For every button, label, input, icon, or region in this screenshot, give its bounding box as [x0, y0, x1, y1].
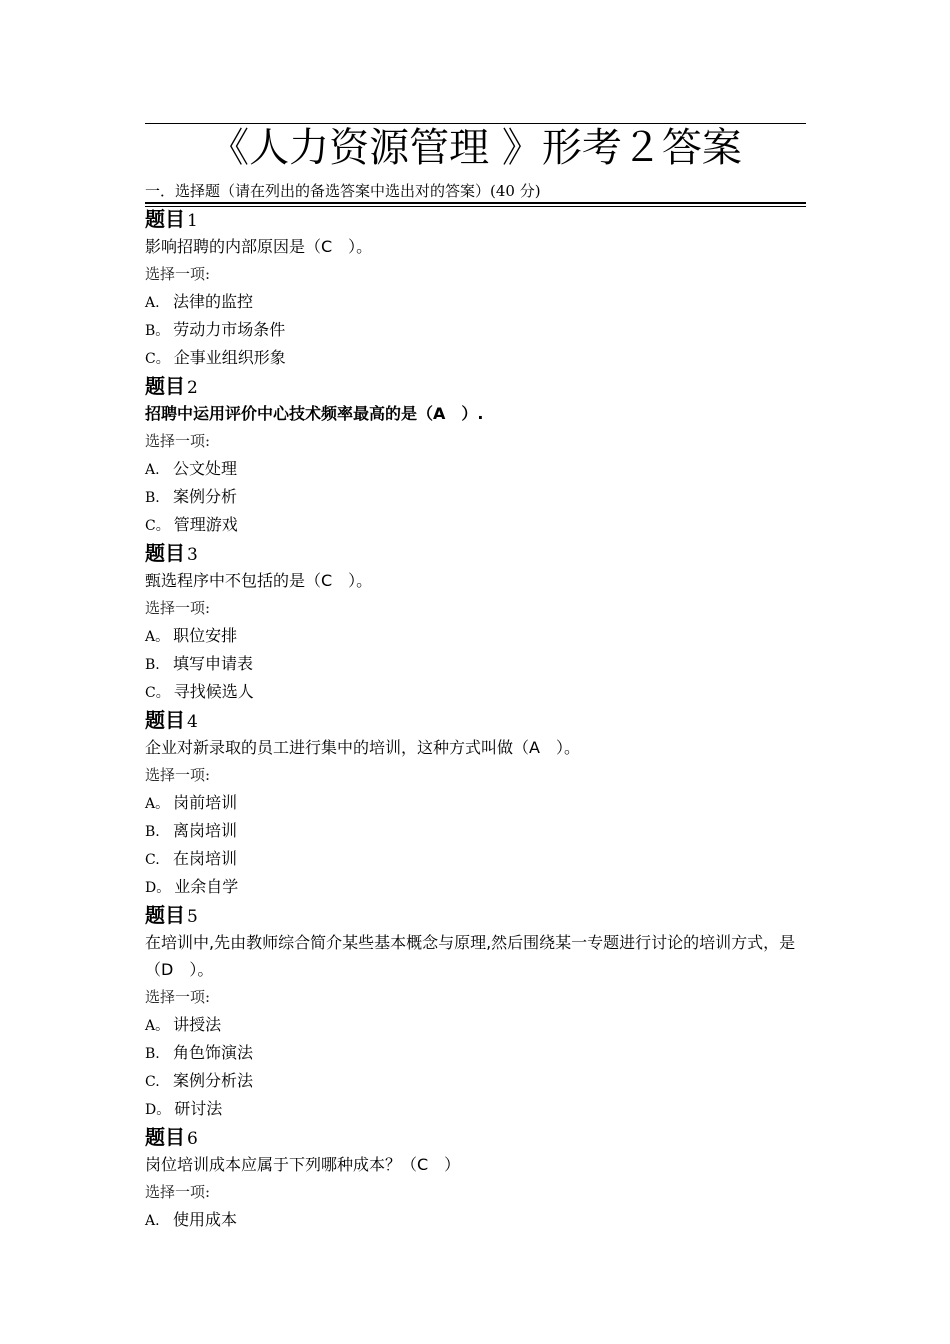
section-heading: 一．选择题（请在列出的备选答案中选出对的答案）(40 分) [145, 182, 541, 200]
option-a[interactable] [145, 455, 805, 483]
question-stem: 在培训中,先由教师综合简介某些基本概念与原理,然后围绕某一专题进行讨论的培训方式，是（D ）。 [145, 933, 796, 979]
option-letter: B. [145, 824, 160, 840]
option-letter: A. [145, 462, 160, 478]
option-a[interactable] [145, 1011, 805, 1039]
option-text: 企事业组织形象 [173, 348, 286, 367]
question-3 [145, 539, 805, 706]
option-letter: C. [145, 1074, 160, 1090]
option-text: 寻找候选人 [173, 682, 254, 701]
option-a[interactable] [145, 622, 805, 650]
option-letter: D。 [145, 1102, 171, 1118]
question-heading: 题目 5 [145, 903, 198, 927]
option-b[interactable] [145, 483, 805, 511]
select-one-prompt: 选择一项: [145, 766, 211, 784]
option-text: 管理游戏 [173, 515, 238, 534]
option-letter: A。 [145, 1018, 170, 1034]
option-c[interactable] [145, 344, 805, 372]
option-b[interactable] [145, 650, 805, 678]
option-text: 离岗培训 [173, 821, 238, 840]
option-text: 案例分析 [173, 487, 238, 506]
option-letter: C。 [145, 351, 170, 367]
option-b[interactable] [145, 1039, 805, 1067]
option-text: 研讨法 [174, 1099, 223, 1118]
question-stem: 甄选程序中不包括的是（C ）。 [145, 571, 373, 590]
option-letter: A。 [145, 796, 170, 812]
option-a[interactable] [145, 288, 805, 316]
option-text: 在岗培训 [173, 849, 238, 868]
option-text: 填写申请表 [173, 654, 254, 673]
option-a[interactable] [145, 789, 805, 817]
option-d[interactable] [145, 1095, 805, 1123]
option-text: 案例分析法 [173, 1071, 254, 1090]
option-letter: A。 [145, 629, 170, 645]
question-stem: 招聘中运用评价中心技术频率最高的是（A ）. [145, 404, 484, 423]
option-letter: C. [145, 852, 160, 868]
document-title: 《人力资源管理 》形考２答案 [209, 125, 742, 171]
option-b[interactable] [145, 316, 805, 344]
option-letter: C。 [145, 518, 170, 534]
option-text: 岗前培训 [173, 793, 238, 812]
question-heading: 题目 3 [145, 541, 198, 565]
select-one-prompt: 选择一项: [145, 432, 211, 450]
option-letter: B. [145, 657, 160, 673]
option-text: 业余自学 [174, 877, 239, 896]
option-c[interactable] [145, 511, 805, 539]
option-letter: A. [145, 295, 160, 311]
option-c[interactable] [145, 1067, 805, 1095]
question-stem: 岗位培训成本应属于下列哪种成本？（C ） [145, 1155, 461, 1174]
option-text: 法律的监控 [173, 292, 254, 311]
question-4 [145, 706, 805, 901]
select-one-prompt: 选择一项: [145, 265, 211, 283]
question-heading: 题目 4 [145, 708, 198, 732]
question-heading: 题目 6 [145, 1125, 198, 1149]
question-2 [145, 372, 805, 539]
select-one-prompt: 选择一项: [145, 1183, 211, 1201]
question-stem: 影响招聘的内部原因是（C ）。 [145, 237, 373, 256]
question-stem: 企业对新录取的员工进行集中的培训，这种方式叫做（A ）。 [145, 738, 580, 757]
option-letter: D。 [145, 880, 171, 896]
option-text: 职位安排 [173, 626, 238, 645]
option-d[interactable] [145, 873, 805, 901]
select-one-prompt: 选择一项: [145, 988, 211, 1006]
option-text: 公文处理 [173, 459, 238, 478]
option-c[interactable] [145, 845, 805, 873]
option-letter: B. [145, 490, 160, 506]
option-letter: B. [145, 1046, 160, 1062]
question-5 [145, 901, 805, 1123]
option-text: 使用成本 [173, 1210, 238, 1229]
question-list [145, 205, 805, 1234]
option-letter: B。 [145, 323, 170, 339]
question-6 [145, 1123, 805, 1234]
option-text: 角色饰演法 [173, 1043, 254, 1062]
option-b[interactable] [145, 817, 805, 845]
option-text: 讲授法 [173, 1015, 222, 1034]
option-a[interactable] [145, 1206, 805, 1234]
option-c[interactable] [145, 678, 805, 706]
select-one-prompt: 选择一项: [145, 599, 211, 617]
question-heading: 题目 1 [145, 207, 198, 231]
question-heading: 题目 2 [145, 374, 198, 398]
option-letter: A. [145, 1213, 160, 1229]
question-1 [145, 205, 805, 372]
option-text: 劳动力市场条件 [173, 320, 286, 339]
option-letter: C。 [145, 685, 170, 701]
